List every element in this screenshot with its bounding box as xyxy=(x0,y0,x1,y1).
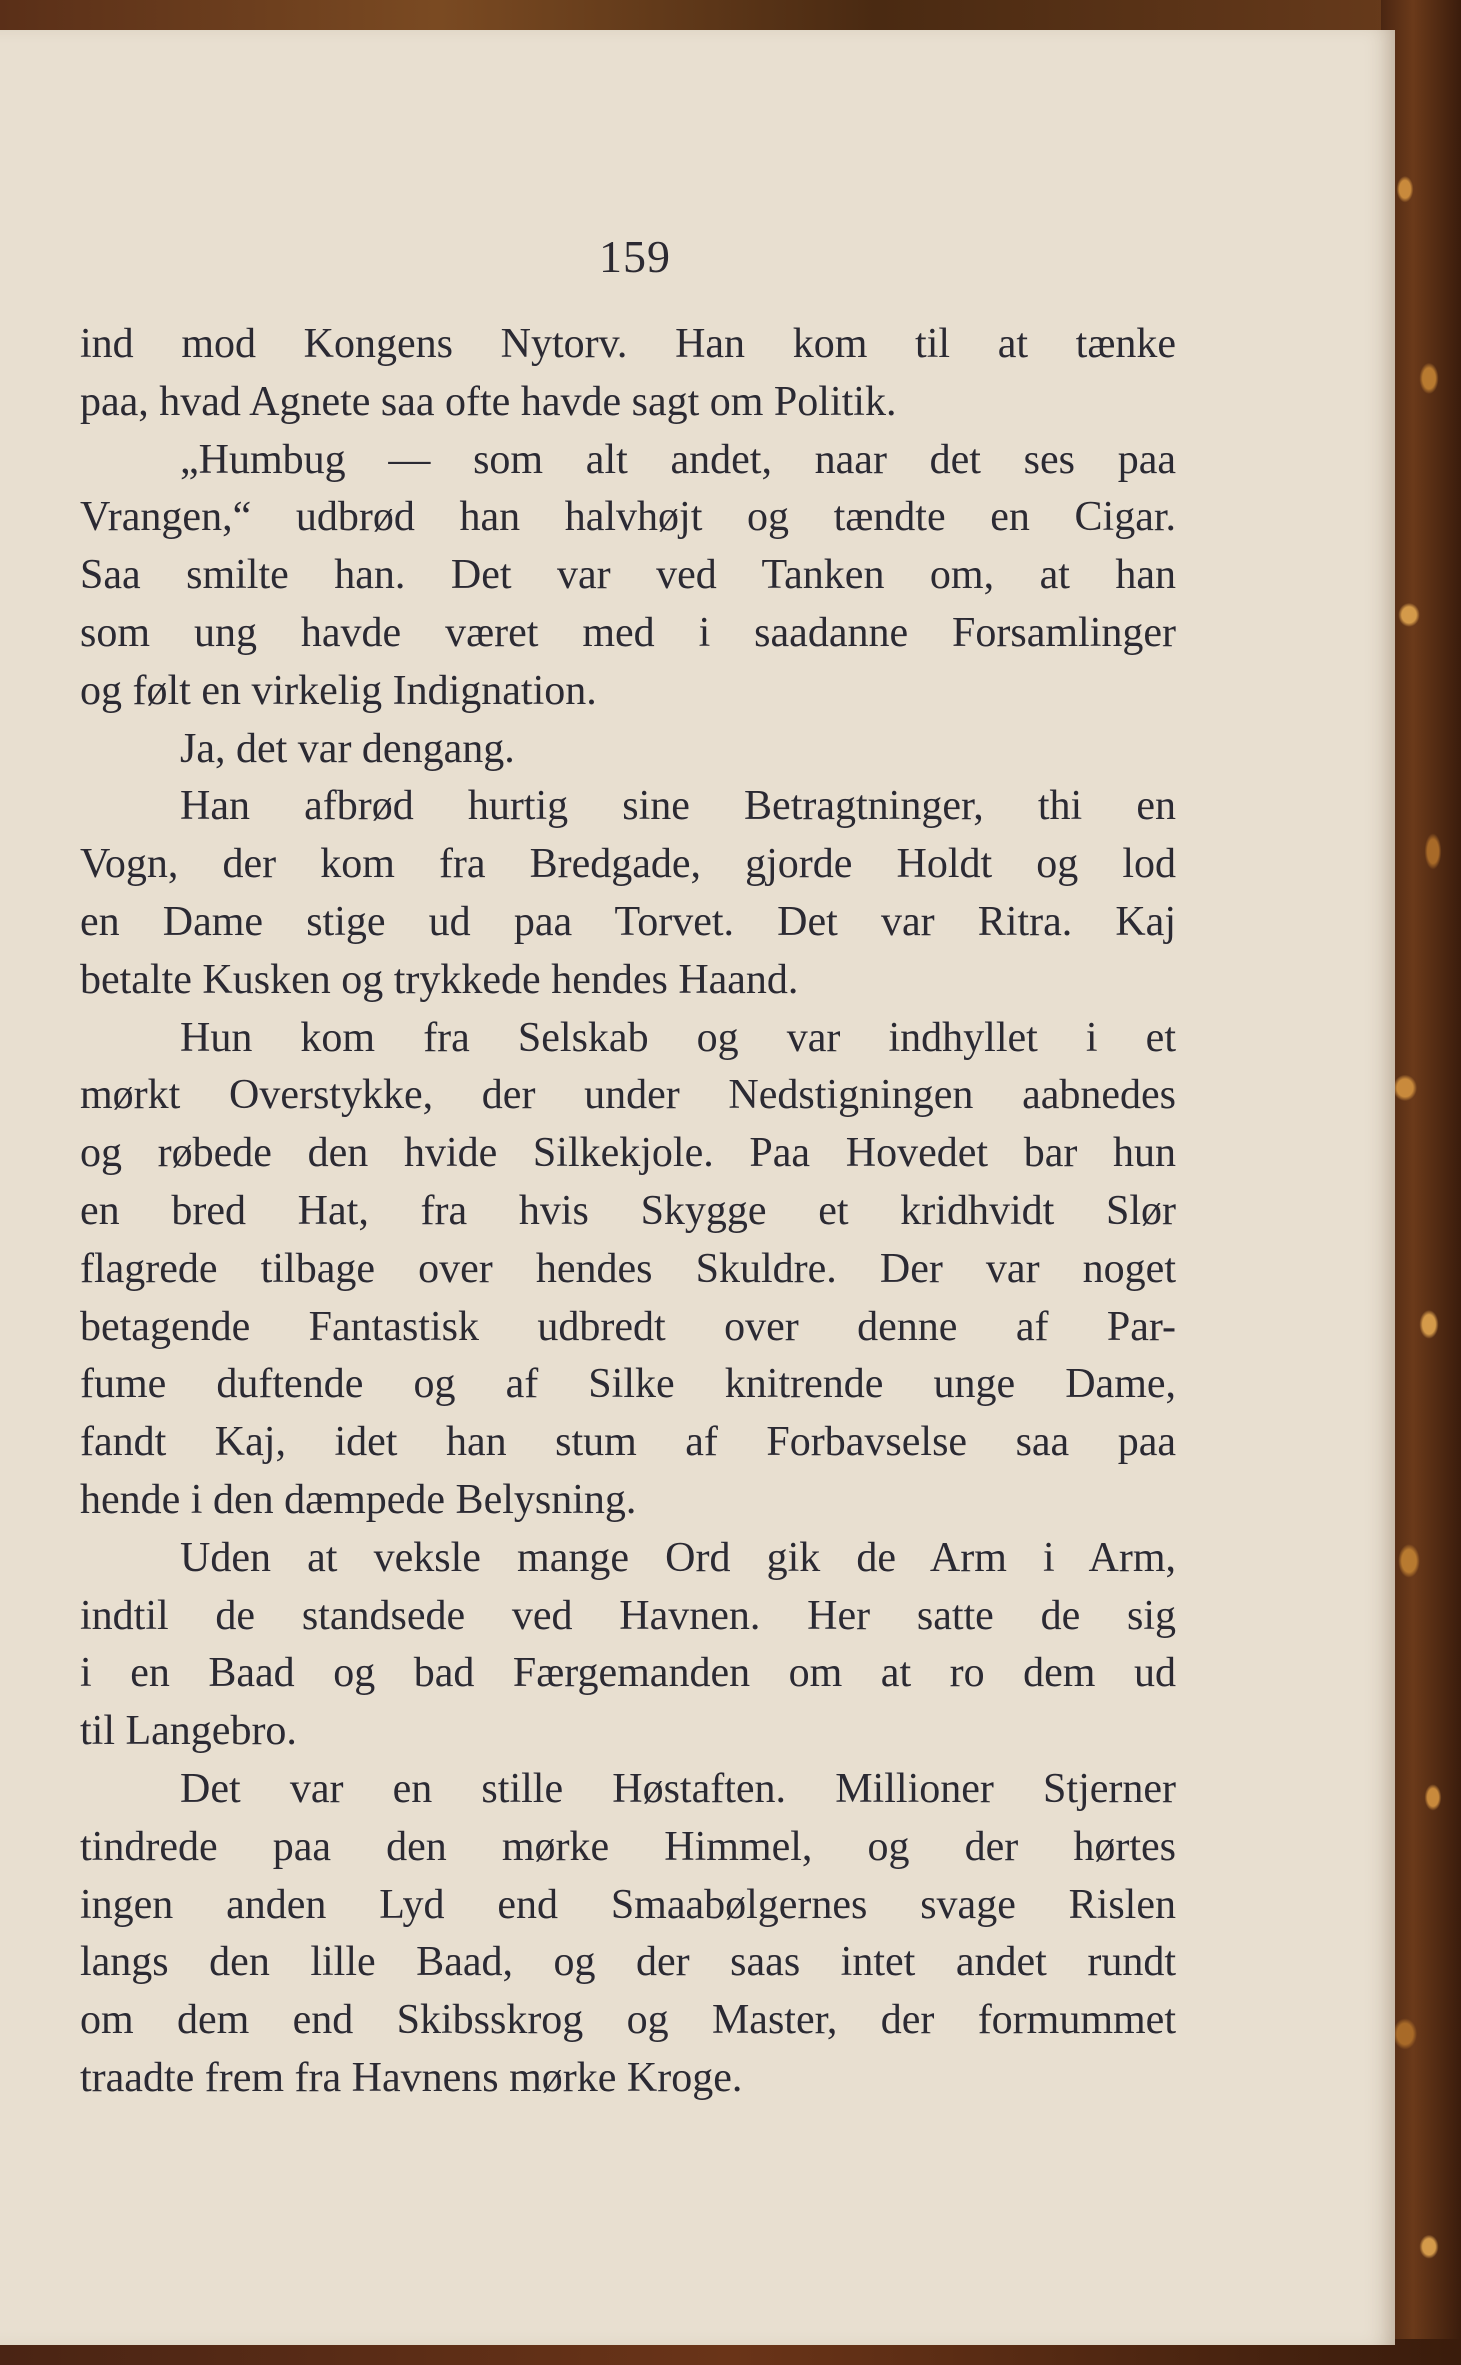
text-line: og følt en virkelig Indignation. xyxy=(80,667,597,714)
text-line: mørkt Overstykke, der under Nedstigningen aabnedes xyxy=(80,1072,1176,1119)
text-line: Det var en stille Høstaften. Millioner Stjerner xyxy=(180,1765,1176,1812)
text-line: Uden at veksle mange Ord gik de Arm i Arm, xyxy=(180,1534,1176,1581)
body-text xyxy=(80,316,1176,2108)
book-top-edge xyxy=(0,0,1461,34)
text-line: Vrangen,“ udbrød han halvhøjt og tændte en Cigar. xyxy=(80,494,1176,541)
text-line: til Langebro. xyxy=(80,1708,297,1755)
text-line: flagrede tilbage over hendes Skuldre. Der var noget xyxy=(80,1245,1176,1292)
text-line: hende i den dæmpede Belysning. xyxy=(80,1476,637,1523)
text-line: indtil de standsede ved Havnen. Her satte de sig xyxy=(80,1592,1176,1639)
text-line: en bred Hat, fra hvis Skygge et kridhvidt Slør xyxy=(80,1187,1176,1234)
text-line: paa, hvad Agnete saa ofte havde sagt om Politik. xyxy=(80,378,897,425)
text-line: Vogn, der kom fra Bredgade, gjorde Holdt og lod xyxy=(80,841,1176,888)
text-line: Hun kom fra Selskab og var indhyllet i et xyxy=(180,1014,1176,1061)
text-line: Ja, det var dengang. xyxy=(180,725,515,772)
text-line: i en Baad og bad Færgemanden om at ro dem ud xyxy=(80,1650,1176,1697)
book-page xyxy=(0,30,1395,2345)
text-line: Saa smilte han. Det var ved Tanken om, at han xyxy=(80,552,1176,599)
text-line: traadte frem fra Havnens mørke Kroge. xyxy=(80,2054,743,2101)
text-line: fandt Kaj, idet han stum af Forbavselse saa paa xyxy=(80,1419,1176,1466)
text-line: „Humbug — som alt andet, naar det ses paa xyxy=(180,436,1176,483)
text-line: langs den lille Baad, og der saas intet andet rundt xyxy=(80,1939,1176,1986)
text-line: betalte Kusken og trykkede hendes Haand. xyxy=(80,956,799,1003)
text-line: en Dame stige ud paa Torvet. Det var Ritra. Kaj xyxy=(80,898,1176,945)
page-number: 159 xyxy=(599,231,671,282)
text-line: fume duftende og af Silke knitrende unge Dame, xyxy=(80,1361,1176,1408)
text-line: ind mod Kongens Nytorv. Han kom til at tænke xyxy=(80,321,1176,367)
text-line: Han afbrød hurtig sine Betragtninger, thi en xyxy=(180,783,1176,830)
text-line: om dem end Skibsskrog og Master, der formummet xyxy=(80,1997,1176,2044)
text-line: betagende Fantastisk udbredt over denne af Par- xyxy=(80,1303,1176,1350)
text-line: ingen anden Lyd end Smaabølgernes svage Rislen xyxy=(80,1881,1176,1928)
text-line: og røbede den hvide Silkekjole. Paa Hovedet bar hun xyxy=(80,1130,1176,1177)
text-line: tindrede paa den mørke Himmel, og der hørtes xyxy=(80,1823,1176,1870)
text-line: som ung havde været med i saadanne Forsamlinger xyxy=(80,609,1176,656)
